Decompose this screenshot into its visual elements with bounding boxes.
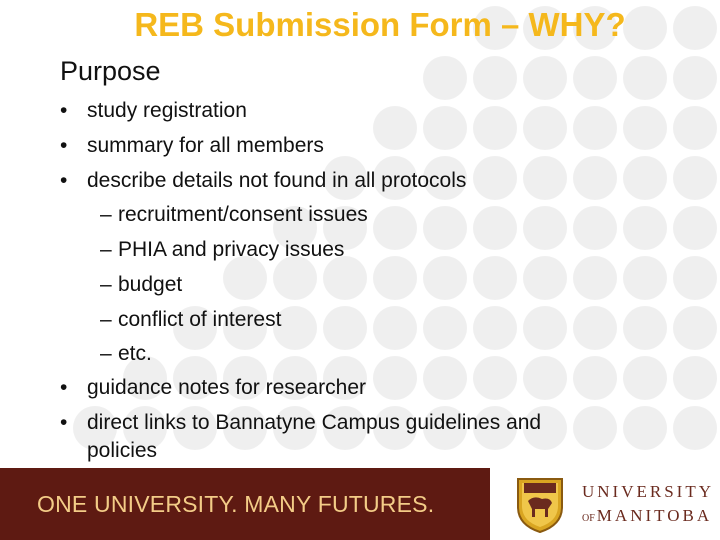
decorative-dot xyxy=(373,106,417,150)
decorative-dot xyxy=(523,256,567,300)
decorative-dot xyxy=(473,256,517,300)
dash-marker: – xyxy=(100,308,112,331)
decorative-dot xyxy=(423,56,467,100)
bullet-marker: • xyxy=(60,99,68,122)
decorative-dot xyxy=(673,206,717,250)
decorative-dot xyxy=(423,256,467,300)
decorative-dot xyxy=(523,56,567,100)
bullet-text: summary for all members xyxy=(87,134,324,157)
decorative-dot xyxy=(523,156,567,200)
dash-marker: – xyxy=(100,238,112,261)
footer-tagline: ONE UNIVERSITY. MANY FUTURES. xyxy=(37,491,435,517)
logo-wordmark-manitoba: MANITOBA xyxy=(596,506,713,525)
decorative-dot xyxy=(573,356,617,400)
decorative-dot xyxy=(423,356,467,400)
decorative-dot xyxy=(573,206,617,250)
bullet-text: etc. xyxy=(118,342,152,365)
bullet-marker: • xyxy=(60,376,68,399)
decorative-dot xyxy=(373,306,417,350)
decorative-dot xyxy=(573,156,617,200)
decorative-dot xyxy=(323,306,367,350)
logo-wordmark-line1: UNIVERSITY xyxy=(582,482,714,501)
bullet-text: policies xyxy=(87,439,158,462)
decorative-dot xyxy=(673,306,717,350)
dash-marker: – xyxy=(100,273,112,296)
decorative-dot xyxy=(673,256,717,300)
decorative-dot xyxy=(473,56,517,100)
decorative-dot xyxy=(373,356,417,400)
university-logo xyxy=(490,468,720,540)
bullet-text: study registration xyxy=(87,99,247,122)
bullet-text: conflict of interest xyxy=(118,308,282,331)
decorative-dot xyxy=(623,356,667,400)
decorative-dot xyxy=(473,156,517,200)
decorative-dot xyxy=(373,256,417,300)
decorative-dot xyxy=(623,156,667,200)
decorative-dot xyxy=(623,406,667,450)
footer-band xyxy=(0,468,720,540)
decorative-dot xyxy=(573,256,617,300)
decorative-dot xyxy=(623,56,667,100)
decorative-dot xyxy=(523,206,567,250)
slide-title: REB Submission Form – WHY? xyxy=(134,6,626,43)
bullet-text: budget xyxy=(118,273,183,296)
decorative-dot xyxy=(523,306,567,350)
dash-marker: – xyxy=(100,203,112,226)
decorative-dot xyxy=(473,306,517,350)
decorative-dot xyxy=(673,356,717,400)
bullet-text: describe details not found in all protocols xyxy=(87,169,467,192)
decorative-dot xyxy=(523,356,567,400)
decorative-dot xyxy=(473,106,517,150)
decorative-dot xyxy=(473,356,517,400)
bullet-text: PHIA and privacy issues xyxy=(118,238,345,261)
decorative-dot xyxy=(423,106,467,150)
dash-marker: – xyxy=(100,342,112,365)
logo-wordmark-of: OF xyxy=(582,513,595,524)
bullet-text: direct links to Bannatyne Campus guidelines and xyxy=(87,411,542,434)
decorative-dot xyxy=(523,106,567,150)
bullet-text: recruitment/consent issues xyxy=(118,203,368,226)
decorative-dot xyxy=(623,106,667,150)
decorative-dot xyxy=(673,106,717,150)
decorative-dot xyxy=(423,306,467,350)
bullet-marker: • xyxy=(60,134,68,157)
decorative-dot xyxy=(673,406,717,450)
decorative-dot xyxy=(673,156,717,200)
bullet-marker: • xyxy=(60,411,68,434)
decorative-dot xyxy=(373,206,417,250)
decorative-dot xyxy=(623,206,667,250)
decorative-dot xyxy=(623,256,667,300)
decorative-dot xyxy=(473,206,517,250)
bullet-text: guidance notes for researcher xyxy=(87,376,366,399)
decorative-dot xyxy=(623,306,667,350)
decorative-dot xyxy=(423,206,467,250)
university-crest-icon xyxy=(510,475,570,535)
decorative-dot xyxy=(673,56,717,100)
bullet-marker: • xyxy=(60,169,68,192)
decorative-dot xyxy=(573,106,617,150)
decorative-dot xyxy=(573,306,617,350)
decorative-dot xyxy=(573,56,617,100)
decorative-dot xyxy=(573,406,617,450)
slide-subtitle: Purpose xyxy=(60,56,161,86)
logo-wordmark-line2 xyxy=(582,506,712,526)
